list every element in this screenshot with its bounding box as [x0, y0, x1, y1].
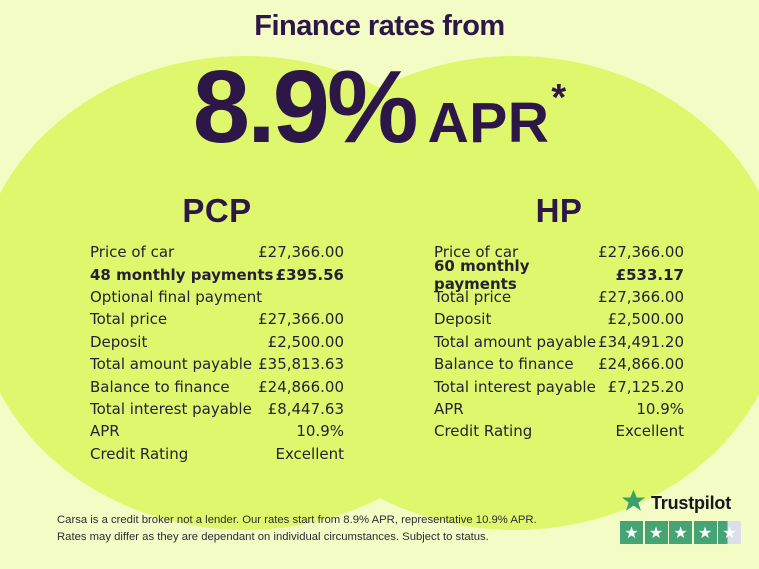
table-row [90, 308, 344, 330]
table-row [90, 286, 344, 308]
table-row [90, 443, 344, 465]
row-value: £7,125.20 [607, 377, 684, 396]
row-label: Total amount payable [90, 355, 253, 374]
row-value: £533.17 [615, 265, 684, 284]
row-label: Optional final payment [90, 287, 263, 306]
row-value: £27,366.00 [598, 243, 684, 262]
row-label: Total interest payable [434, 377, 596, 396]
table-row [90, 241, 344, 263]
row-label: Price of car [434, 243, 519, 262]
table-row [90, 420, 344, 442]
table-row [434, 308, 684, 330]
row-label: Balance to finance [90, 377, 230, 396]
row-value: 10.9% [296, 422, 344, 441]
row-label: Total amount payable [434, 332, 597, 351]
row-value: Excellent [275, 444, 344, 463]
star-glyph: ★ [697, 522, 713, 542]
rating-star-icon [645, 521, 668, 544]
row-value: £34,491.20 [598, 332, 684, 351]
row-label: Total price [90, 310, 168, 329]
rating-star-icon [694, 521, 717, 544]
rate-asterisk: * [551, 77, 567, 119]
table-row [434, 353, 684, 375]
table-row [434, 398, 684, 420]
rate-value: 8.9% [192, 49, 416, 164]
table-row [434, 331, 684, 353]
row-label: Deposit [90, 332, 148, 351]
star-glyph: ★ [624, 522, 639, 542]
star-glyph: ★ [722, 522, 737, 542]
banner-title: Finance rates from [254, 10, 505, 42]
row-value: £8,447.63 [267, 399, 344, 418]
row-value: 10.9% [636, 399, 684, 418]
table-row [90, 398, 344, 420]
trustpilot-logo[interactable] [621, 488, 731, 518]
rating-star-icon [669, 521, 692, 544]
row-value: £395.56 [275, 265, 344, 284]
trustpilot-star-icon [621, 488, 646, 518]
disclaimer-line-2: Rates may differ as they are dependant on individual circumstances. Subject to status. [57, 530, 489, 543]
row-label: Balance to finance [434, 355, 574, 374]
row-value: £24,866.00 [258, 377, 344, 396]
table-row [90, 353, 344, 375]
trustpilot-brand-text: Trustpilot [651, 492, 731, 513]
row-label: Deposit [434, 310, 492, 329]
table-row [434, 420, 684, 442]
finance-column-hp [434, 194, 684, 443]
disclaimer-text [57, 512, 602, 546]
rating-star-icon [620, 521, 643, 544]
row-label: Price of car [90, 243, 175, 262]
row-value: £2,500.00 [267, 332, 344, 351]
row-label: 60 monthly payments [434, 256, 530, 293]
row-label: Total price [434, 287, 512, 306]
row-label: APR [434, 399, 464, 418]
row-label: Credit Rating [434, 422, 533, 441]
row-value: £27,366.00 [598, 287, 684, 306]
table-row [434, 256, 684, 293]
row-label: Total interest payable [90, 399, 252, 418]
column-title: HP [535, 192, 583, 229]
row-value: £35,813.63 [258, 355, 344, 374]
table-row [90, 375, 344, 397]
table-row [90, 263, 344, 285]
row-label: 48 monthly payments [90, 265, 274, 284]
table-row [434, 375, 684, 397]
disclaimer-line-1: Carsa is a credit broker not a lender. Our rates start from 8.9% APR, representative 10.9% APR. [57, 514, 537, 526]
rating-star-icon [718, 521, 741, 544]
star-glyph: ★ [648, 522, 664, 542]
star-glyph: ★ [673, 522, 688, 542]
trustpilot-stars [620, 521, 741, 544]
row-value: £27,366.00 [258, 310, 344, 329]
column-title: PCP [182, 192, 252, 229]
row-label: Credit Rating [90, 444, 189, 463]
finance-column-pcp [90, 194, 344, 465]
row-value: £2,500.00 [607, 310, 684, 329]
row-value: £27,366.00 [258, 243, 344, 262]
rate-apr-label: APR [427, 91, 550, 155]
table-row [90, 331, 344, 353]
row-value: Excellent [615, 422, 684, 441]
row-value: £24,866.00 [598, 355, 684, 374]
row-label: APR [90, 422, 120, 441]
